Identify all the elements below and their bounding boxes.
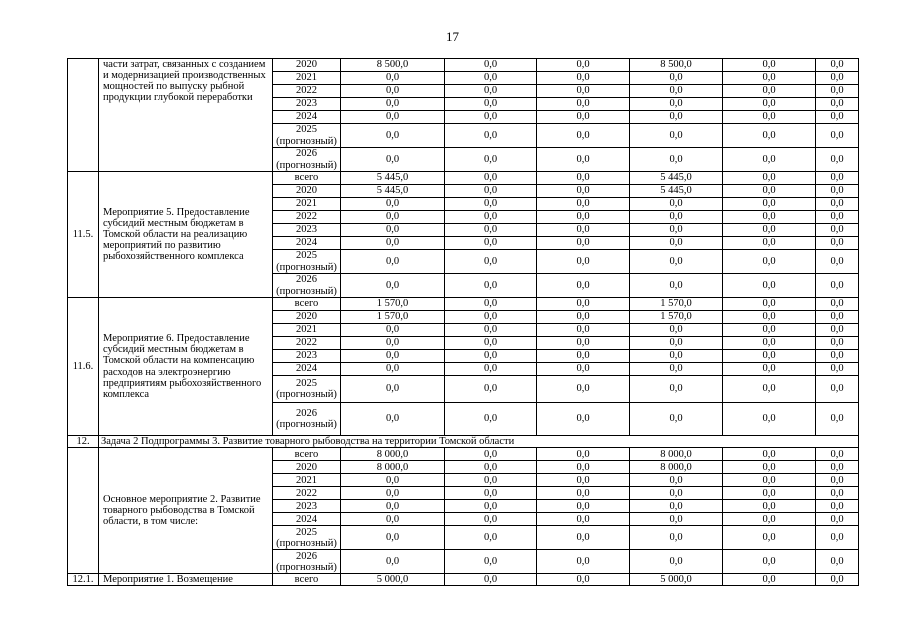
value-cell: 0,0 bbox=[723, 185, 816, 198]
value-cell: 0,0 bbox=[537, 98, 630, 111]
value-cell: 0,0 bbox=[341, 350, 445, 363]
value-cell: 0,0 bbox=[537, 526, 630, 550]
year-cell: 2022 bbox=[273, 211, 341, 224]
value-cell: 0,0 bbox=[816, 350, 859, 363]
value-cell: 0,0 bbox=[630, 324, 723, 337]
year-cell: 2024 bbox=[273, 111, 341, 124]
value-cell: 0,0 bbox=[630, 550, 723, 574]
value-cell: 0,0 bbox=[341, 403, 445, 436]
year-cell: 2020 bbox=[273, 185, 341, 198]
measure-name: Мероприятие 6. Предоставление субсидий местным бюджетам в Томской области на компенсацию расходов на электроэнергию предприятиям рыбохозяйственного комплекса bbox=[99, 298, 273, 436]
value-cell: 0,0 bbox=[816, 237, 859, 250]
value-cell: 0,0 bbox=[723, 376, 816, 403]
value-cell: 0,0 bbox=[723, 224, 816, 237]
value-cell: 0,0 bbox=[445, 324, 537, 337]
value-cell: 0,0 bbox=[630, 376, 723, 403]
value-cell: 0,0 bbox=[816, 172, 859, 185]
value-cell: 0,0 bbox=[445, 500, 537, 513]
year-cell: 2025 (прогнозный) bbox=[273, 250, 341, 274]
year-cell: 2024 bbox=[273, 513, 341, 526]
value-cell: 0,0 bbox=[445, 448, 537, 461]
measure-name: Основное мероприятие 2. Развитие товарного рыбоводства в Томской области, в том числе: bbox=[99, 448, 273, 574]
table-row bbox=[68, 298, 859, 311]
value-cell: 0,0 bbox=[445, 111, 537, 124]
value-cell: 0,0 bbox=[341, 337, 445, 350]
value-cell: 0,0 bbox=[723, 72, 816, 85]
value-cell: 8 000,0 bbox=[630, 448, 723, 461]
value-cell: 0,0 bbox=[445, 224, 537, 237]
value-cell: 0,0 bbox=[445, 250, 537, 274]
measure-name: части затрат, связанных с созданием и модернизацией производственных мощностей по выпуску рыбной продукции глубокой переработки bbox=[99, 59, 273, 172]
value-cell: 0,0 bbox=[723, 274, 816, 298]
value-cell: 0,0 bbox=[445, 574, 537, 586]
value-cell: 0,0 bbox=[341, 85, 445, 98]
value-cell: 1 570,0 bbox=[630, 298, 723, 311]
value-cell: 0,0 bbox=[341, 513, 445, 526]
value-cell: 0,0 bbox=[816, 185, 859, 198]
year-cell: 2021 bbox=[273, 198, 341, 211]
year-cell: 2026 (прогнозный) bbox=[273, 274, 341, 298]
table-row bbox=[68, 172, 859, 185]
value-cell: 0,0 bbox=[341, 474, 445, 487]
value-cell: 0,0 bbox=[723, 311, 816, 324]
value-cell: 0,0 bbox=[723, 526, 816, 550]
value-cell: 0,0 bbox=[723, 324, 816, 337]
value-cell: 0,0 bbox=[537, 85, 630, 98]
table-row bbox=[68, 448, 859, 461]
value-cell: 0,0 bbox=[630, 500, 723, 513]
budget-table bbox=[67, 58, 859, 586]
value-cell: 0,0 bbox=[816, 148, 859, 172]
value-cell: 0,0 bbox=[537, 172, 630, 185]
value-cell: 0,0 bbox=[816, 500, 859, 513]
value-cell: 0,0 bbox=[630, 403, 723, 436]
value-cell: 0,0 bbox=[816, 85, 859, 98]
value-cell: 0,0 bbox=[630, 513, 723, 526]
value-cell: 0,0 bbox=[630, 526, 723, 550]
year-cell: 2022 bbox=[273, 487, 341, 500]
value-cell: 8 500,0 bbox=[341, 59, 445, 72]
value-cell: 0,0 bbox=[816, 198, 859, 211]
value-cell: 0,0 bbox=[445, 85, 537, 98]
measure-name: Мероприятие 5. Предоставление субсидий местным бюджетам в Томской области на реализацию мероприятий по развитию рыбохозяйственного комплекса bbox=[99, 172, 273, 298]
value-cell: 5 445,0 bbox=[341, 172, 445, 185]
task-row bbox=[68, 436, 859, 448]
value-cell: 0,0 bbox=[445, 172, 537, 185]
value-cell: 0,0 bbox=[816, 403, 859, 436]
value-cell: 0,0 bbox=[537, 363, 630, 376]
value-cell: 0,0 bbox=[341, 211, 445, 224]
value-cell: 0,0 bbox=[537, 148, 630, 172]
value-cell: 0,0 bbox=[723, 550, 816, 574]
value-cell: 0,0 bbox=[723, 124, 816, 148]
value-cell: 0,0 bbox=[630, 111, 723, 124]
value-cell: 0,0 bbox=[445, 403, 537, 436]
value-cell: 0,0 bbox=[445, 311, 537, 324]
value-cell: 0,0 bbox=[723, 250, 816, 274]
value-cell: 0,0 bbox=[445, 185, 537, 198]
value-cell: 0,0 bbox=[816, 448, 859, 461]
value-cell: 0,0 bbox=[816, 363, 859, 376]
year-cell: 2020 bbox=[273, 461, 341, 474]
value-cell: 0,0 bbox=[723, 85, 816, 98]
value-cell: 0,0 bbox=[537, 274, 630, 298]
value-cell: 0,0 bbox=[341, 237, 445, 250]
value-cell: 5 000,0 bbox=[630, 574, 723, 586]
row-number bbox=[68, 448, 99, 574]
value-cell: 0,0 bbox=[341, 72, 445, 85]
value-cell: 0,0 bbox=[816, 311, 859, 324]
value-cell: 0,0 bbox=[537, 324, 630, 337]
row-number: 12. bbox=[68, 436, 99, 448]
year-cell: 2024 bbox=[273, 237, 341, 250]
value-cell: 0,0 bbox=[537, 403, 630, 436]
value-cell: 0,0 bbox=[723, 461, 816, 474]
value-cell: 0,0 bbox=[445, 337, 537, 350]
value-cell: 0,0 bbox=[816, 574, 859, 586]
table-row bbox=[68, 59, 859, 72]
value-cell: 0,0 bbox=[816, 550, 859, 574]
value-cell: 0,0 bbox=[537, 298, 630, 311]
value-cell: 0,0 bbox=[445, 461, 537, 474]
value-cell: 0,0 bbox=[341, 376, 445, 403]
value-cell: 0,0 bbox=[445, 98, 537, 111]
value-cell: 0,0 bbox=[816, 487, 859, 500]
value-cell: 0,0 bbox=[341, 124, 445, 148]
value-cell: 0,0 bbox=[630, 72, 723, 85]
value-cell: 0,0 bbox=[537, 237, 630, 250]
value-cell: 5 445,0 bbox=[630, 172, 723, 185]
value-cell: 5 445,0 bbox=[630, 185, 723, 198]
year-cell: 2022 bbox=[273, 337, 341, 350]
value-cell: 0,0 bbox=[630, 337, 723, 350]
value-cell: 0,0 bbox=[445, 198, 537, 211]
page-number: 17 bbox=[446, 29, 459, 44]
value-cell: 0,0 bbox=[537, 500, 630, 513]
value-cell: 0,0 bbox=[445, 513, 537, 526]
row-number: 11.5. bbox=[68, 172, 99, 298]
year-cell: 2022 bbox=[273, 85, 341, 98]
value-cell: 0,0 bbox=[630, 350, 723, 363]
value-cell: 0,0 bbox=[723, 350, 816, 363]
value-cell: 0,0 bbox=[445, 376, 537, 403]
row-number bbox=[68, 59, 99, 172]
value-cell: 0,0 bbox=[445, 148, 537, 172]
value-cell: 0,0 bbox=[537, 311, 630, 324]
value-cell: 0,0 bbox=[630, 474, 723, 487]
value-cell: 0,0 bbox=[630, 124, 723, 148]
value-cell: 0,0 bbox=[816, 111, 859, 124]
value-cell: 0,0 bbox=[723, 403, 816, 436]
value-cell: 0,0 bbox=[341, 487, 445, 500]
year-cell: 2020 bbox=[273, 311, 341, 324]
value-cell: 0,0 bbox=[816, 211, 859, 224]
value-cell: 0,0 bbox=[630, 250, 723, 274]
value-cell: 0,0 bbox=[537, 513, 630, 526]
row-number: 11.6. bbox=[68, 298, 99, 436]
value-cell: 0,0 bbox=[816, 98, 859, 111]
year-cell: 2023 bbox=[273, 350, 341, 363]
value-cell: 0,0 bbox=[341, 550, 445, 574]
value-cell: 0,0 bbox=[816, 224, 859, 237]
value-cell: 0,0 bbox=[341, 198, 445, 211]
year-cell: 2020 bbox=[273, 59, 341, 72]
value-cell: 0,0 bbox=[816, 461, 859, 474]
value-cell: 0,0 bbox=[537, 337, 630, 350]
value-cell: 0,0 bbox=[445, 526, 537, 550]
value-cell: 0,0 bbox=[723, 500, 816, 513]
year-cell: всего bbox=[273, 298, 341, 311]
value-cell: 0,0 bbox=[816, 72, 859, 85]
value-cell: 1 570,0 bbox=[630, 311, 723, 324]
value-cell: 0,0 bbox=[630, 224, 723, 237]
value-cell: 0,0 bbox=[630, 363, 723, 376]
value-cell: 0,0 bbox=[445, 474, 537, 487]
value-cell: 0,0 bbox=[341, 148, 445, 172]
value-cell: 0,0 bbox=[816, 513, 859, 526]
value-cell: 0,0 bbox=[723, 211, 816, 224]
value-cell: 8 500,0 bbox=[630, 59, 723, 72]
value-cell: 0,0 bbox=[723, 513, 816, 526]
value-cell: 0,0 bbox=[723, 98, 816, 111]
value-cell: 0,0 bbox=[816, 59, 859, 72]
value-cell: 0,0 bbox=[723, 487, 816, 500]
value-cell: 0,0 bbox=[445, 274, 537, 298]
table-row bbox=[68, 574, 859, 586]
value-cell: 5 000,0 bbox=[341, 574, 445, 586]
year-cell: 2025 (прогнозный) bbox=[273, 376, 341, 403]
value-cell: 0,0 bbox=[537, 376, 630, 403]
value-cell: 0,0 bbox=[723, 237, 816, 250]
value-cell: 0,0 bbox=[445, 59, 537, 72]
value-cell: 0,0 bbox=[341, 250, 445, 274]
value-cell: 0,0 bbox=[816, 324, 859, 337]
value-cell: 0,0 bbox=[445, 124, 537, 148]
value-cell: 0,0 bbox=[723, 111, 816, 124]
year-cell: 2026 (прогнозный) bbox=[273, 403, 341, 436]
value-cell: 0,0 bbox=[630, 85, 723, 98]
value-cell: 0,0 bbox=[630, 237, 723, 250]
year-cell: 2026 (прогнозный) bbox=[273, 148, 341, 172]
value-cell: 0,0 bbox=[630, 98, 723, 111]
year-cell: 2025 (прогнозный) bbox=[273, 124, 341, 148]
value-cell: 0,0 bbox=[537, 59, 630, 72]
value-cell: 0,0 bbox=[537, 72, 630, 85]
value-cell: 0,0 bbox=[537, 550, 630, 574]
year-cell: всего bbox=[273, 172, 341, 185]
value-cell: 0,0 bbox=[630, 487, 723, 500]
value-cell: 0,0 bbox=[341, 363, 445, 376]
value-cell: 0,0 bbox=[630, 148, 723, 172]
value-cell: 5 445,0 bbox=[341, 185, 445, 198]
year-cell: 2024 bbox=[273, 363, 341, 376]
value-cell: 0,0 bbox=[723, 574, 816, 586]
value-cell: 0,0 bbox=[537, 185, 630, 198]
value-cell: 0,0 bbox=[537, 474, 630, 487]
value-cell: 0,0 bbox=[445, 211, 537, 224]
value-cell: 0,0 bbox=[723, 363, 816, 376]
value-cell: 0,0 bbox=[537, 448, 630, 461]
year-cell: 2026 (прогнозный) bbox=[273, 550, 341, 574]
value-cell: 0,0 bbox=[723, 448, 816, 461]
value-cell: 0,0 bbox=[723, 474, 816, 487]
year-cell: 2021 bbox=[273, 72, 341, 85]
value-cell: 8 000,0 bbox=[341, 461, 445, 474]
value-cell: 0,0 bbox=[723, 298, 816, 311]
measure-name: Мероприятие 1. Возмещение bbox=[99, 574, 273, 586]
value-cell: 0,0 bbox=[630, 211, 723, 224]
value-cell: 0,0 bbox=[445, 298, 537, 311]
value-cell: 0,0 bbox=[816, 250, 859, 274]
value-cell: 0,0 bbox=[816, 274, 859, 298]
value-cell: 0,0 bbox=[816, 376, 859, 403]
value-cell: 0,0 bbox=[341, 526, 445, 550]
value-cell: 1 570,0 bbox=[341, 298, 445, 311]
value-cell: 0,0 bbox=[445, 72, 537, 85]
value-cell: 0,0 bbox=[816, 474, 859, 487]
value-cell: 0,0 bbox=[341, 500, 445, 513]
table-body bbox=[68, 59, 859, 586]
value-cell: 0,0 bbox=[537, 124, 630, 148]
value-cell: 0,0 bbox=[537, 211, 630, 224]
year-cell: всего bbox=[273, 448, 341, 461]
value-cell: 0,0 bbox=[445, 487, 537, 500]
value-cell: 0,0 bbox=[630, 198, 723, 211]
value-cell: 0,0 bbox=[445, 350, 537, 363]
value-cell: 0,0 bbox=[445, 363, 537, 376]
value-cell: 0,0 bbox=[537, 350, 630, 363]
value-cell: 0,0 bbox=[537, 111, 630, 124]
value-cell: 0,0 bbox=[723, 198, 816, 211]
value-cell: 0,0 bbox=[341, 274, 445, 298]
value-cell: 0,0 bbox=[537, 250, 630, 274]
value-cell: 0,0 bbox=[341, 224, 445, 237]
value-cell: 0,0 bbox=[816, 337, 859, 350]
value-cell: 0,0 bbox=[630, 274, 723, 298]
value-cell: 1 570,0 bbox=[341, 311, 445, 324]
year-cell: 2023 bbox=[273, 98, 341, 111]
value-cell: 0,0 bbox=[816, 526, 859, 550]
year-cell: 2025 (прогнозный) bbox=[273, 526, 341, 550]
value-cell: 0,0 bbox=[341, 324, 445, 337]
year-cell: 2021 bbox=[273, 474, 341, 487]
value-cell: 0,0 bbox=[537, 461, 630, 474]
value-cell: 0,0 bbox=[341, 111, 445, 124]
value-cell: 0,0 bbox=[537, 224, 630, 237]
year-cell: 2023 bbox=[273, 500, 341, 513]
value-cell: 8 000,0 bbox=[630, 461, 723, 474]
value-cell: 0,0 bbox=[723, 59, 816, 72]
task-title: Задача 2 Подпрограммы 3. Развитие товарного рыбоводства на территории Томской области bbox=[99, 436, 859, 448]
value-cell: 8 000,0 bbox=[341, 448, 445, 461]
value-cell: 0,0 bbox=[445, 550, 537, 574]
value-cell: 0,0 bbox=[723, 148, 816, 172]
value-cell: 0,0 bbox=[723, 172, 816, 185]
value-cell: 0,0 bbox=[341, 98, 445, 111]
value-cell: 0,0 bbox=[445, 237, 537, 250]
year-cell: 2023 bbox=[273, 224, 341, 237]
value-cell: 0,0 bbox=[816, 124, 859, 148]
value-cell: 0,0 bbox=[723, 337, 816, 350]
row-number: 12.1. bbox=[68, 574, 99, 586]
value-cell: 0,0 bbox=[537, 574, 630, 586]
year-cell: 2021 bbox=[273, 324, 341, 337]
value-cell: 0,0 bbox=[816, 298, 859, 311]
year-cell: всего bbox=[273, 574, 341, 586]
value-cell: 0,0 bbox=[537, 487, 630, 500]
value-cell: 0,0 bbox=[537, 198, 630, 211]
